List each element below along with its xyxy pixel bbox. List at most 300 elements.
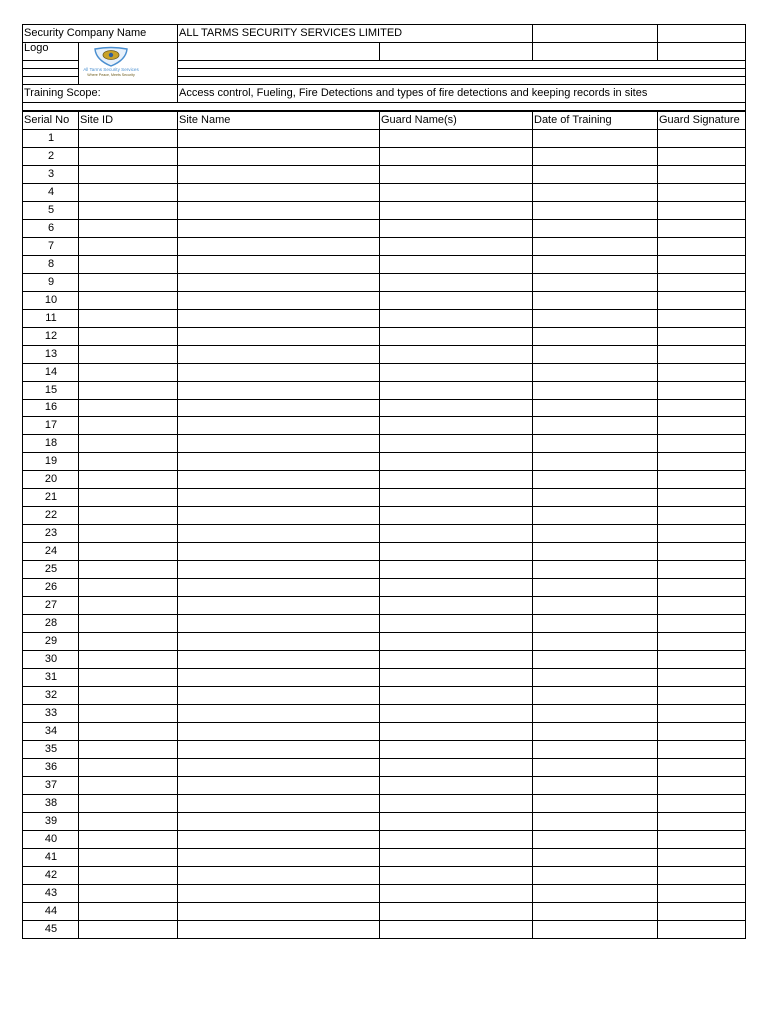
serial-cell: 8 bbox=[23, 255, 79, 273]
serial-cell: 34 bbox=[23, 722, 79, 740]
guard-names-cell[interactable] bbox=[380, 471, 533, 489]
signature-cell[interactable] bbox=[658, 273, 746, 291]
signature-cell[interactable] bbox=[658, 597, 746, 615]
signature-cell[interactable] bbox=[658, 453, 746, 471]
serial-cell: 39 bbox=[23, 812, 79, 830]
table-row bbox=[23, 687, 746, 705]
signature-cell[interactable] bbox=[658, 722, 746, 740]
training-register-sheet bbox=[22, 24, 745, 939]
site-id-cell[interactable] bbox=[79, 633, 178, 651]
date-cell[interactable] bbox=[533, 848, 658, 866]
site-name-cell[interactable] bbox=[178, 830, 380, 848]
guard-names-cell[interactable] bbox=[380, 417, 533, 435]
serial-cell: 12 bbox=[23, 327, 79, 345]
guard-names-cell[interactable] bbox=[380, 363, 533, 381]
date-cell[interactable] bbox=[533, 740, 658, 758]
col-site-id-header: Site ID bbox=[79, 112, 178, 130]
company-label: Security Company Name bbox=[23, 25, 178, 43]
guard-names-cell[interactable] bbox=[380, 435, 533, 453]
date-cell[interactable] bbox=[533, 758, 658, 776]
signature-cell[interactable] bbox=[658, 669, 746, 687]
date-cell[interactable] bbox=[533, 830, 658, 848]
table-row bbox=[23, 435, 746, 453]
serial-cell: 15 bbox=[23, 381, 79, 399]
site-name-cell[interactable] bbox=[178, 363, 380, 381]
site-name-cell[interactable] bbox=[178, 327, 380, 345]
header-cell bbox=[658, 43, 746, 61]
date-cell[interactable] bbox=[533, 507, 658, 525]
guard-names-cell[interactable] bbox=[380, 327, 533, 345]
guard-names-cell[interactable] bbox=[380, 651, 533, 669]
signature-cell[interactable] bbox=[658, 435, 746, 453]
header-cell bbox=[533, 43, 658, 61]
site-name-cell[interactable] bbox=[178, 435, 380, 453]
guard-names-cell[interactable] bbox=[380, 255, 533, 273]
serial-cell: 14 bbox=[23, 363, 79, 381]
date-cell[interactable] bbox=[533, 776, 658, 794]
signature-cell[interactable] bbox=[658, 812, 746, 830]
site-id-cell[interactable] bbox=[79, 722, 178, 740]
date-cell[interactable] bbox=[533, 597, 658, 615]
date-cell[interactable] bbox=[533, 884, 658, 902]
site-id-cell[interactable] bbox=[79, 201, 178, 219]
guard-names-cell[interactable] bbox=[380, 615, 533, 633]
signature-cell[interactable] bbox=[658, 687, 746, 705]
serial-cell: 23 bbox=[23, 525, 79, 543]
serial-cell: 16 bbox=[23, 399, 79, 417]
table-row bbox=[23, 327, 746, 345]
signature-cell[interactable] bbox=[658, 776, 746, 794]
signature-cell[interactable] bbox=[658, 561, 746, 579]
site-id-cell[interactable] bbox=[79, 758, 178, 776]
site-id-cell[interactable] bbox=[79, 345, 178, 363]
site-id-cell[interactable] bbox=[79, 327, 178, 345]
header-cell bbox=[178, 69, 746, 77]
table-row bbox=[23, 309, 746, 327]
site-name-cell[interactable] bbox=[178, 219, 380, 237]
guard-names-cell[interactable] bbox=[380, 507, 533, 525]
date-cell[interactable] bbox=[533, 435, 658, 453]
column-header-row bbox=[23, 112, 746, 130]
site-id-cell[interactable] bbox=[79, 561, 178, 579]
site-id-cell[interactable] bbox=[79, 507, 178, 525]
table-row bbox=[23, 291, 746, 309]
site-name-cell[interactable] bbox=[178, 345, 380, 363]
signature-cell[interactable] bbox=[658, 183, 746, 201]
serial-cell: 41 bbox=[23, 848, 79, 866]
serial-cell: 4 bbox=[23, 183, 79, 201]
col-serial-header: Serial No bbox=[23, 112, 79, 130]
date-cell[interactable] bbox=[533, 866, 658, 884]
col-guard-names-header: Guard Name(s) bbox=[380, 112, 533, 130]
signature-cell[interactable] bbox=[658, 543, 746, 561]
serial-cell: 44 bbox=[23, 902, 79, 920]
date-cell[interactable] bbox=[533, 165, 658, 183]
signature-cell[interactable] bbox=[658, 830, 746, 848]
table-row bbox=[23, 776, 746, 794]
site-id-cell[interactable] bbox=[79, 794, 178, 812]
guard-names-cell[interactable] bbox=[380, 687, 533, 705]
site-name-cell[interactable] bbox=[178, 543, 380, 561]
site-name-cell[interactable] bbox=[178, 812, 380, 830]
table-row bbox=[23, 758, 746, 776]
table-row bbox=[23, 147, 746, 165]
date-cell[interactable] bbox=[533, 920, 658, 938]
guard-names-cell[interactable] bbox=[380, 381, 533, 399]
site-id-cell[interactable] bbox=[79, 651, 178, 669]
site-id-cell[interactable] bbox=[79, 381, 178, 399]
serial-cell: 20 bbox=[23, 471, 79, 489]
site-name-cell[interactable] bbox=[178, 183, 380, 201]
site-name-cell[interactable] bbox=[178, 381, 380, 399]
guard-names-cell[interactable] bbox=[380, 399, 533, 417]
signature-cell[interactable] bbox=[658, 147, 746, 165]
site-name-cell[interactable] bbox=[178, 309, 380, 327]
serial-cell: 18 bbox=[23, 435, 79, 453]
guard-names-cell[interactable] bbox=[380, 309, 533, 327]
site-id-cell[interactable] bbox=[79, 615, 178, 633]
guard-names-cell[interactable] bbox=[380, 794, 533, 812]
site-id-cell[interactable] bbox=[79, 848, 178, 866]
site-id-cell[interactable] bbox=[79, 776, 178, 794]
serial-cell: 21 bbox=[23, 489, 79, 507]
logo-label: Logo bbox=[23, 43, 79, 61]
guard-names-cell[interactable] bbox=[380, 201, 533, 219]
serial-cell: 35 bbox=[23, 740, 79, 758]
date-cell[interactable] bbox=[533, 255, 658, 273]
site-name-cell[interactable] bbox=[178, 597, 380, 615]
signature-cell[interactable] bbox=[658, 237, 746, 255]
date-cell[interactable] bbox=[533, 579, 658, 597]
guard-names-cell[interactable] bbox=[380, 776, 533, 794]
site-name-cell[interactable] bbox=[178, 884, 380, 902]
date-cell[interactable] bbox=[533, 902, 658, 920]
guard-names-cell[interactable] bbox=[380, 812, 533, 830]
signature-cell[interactable] bbox=[658, 902, 746, 920]
signature-cell[interactable] bbox=[658, 417, 746, 435]
guard-names-cell[interactable] bbox=[380, 561, 533, 579]
site-id-cell[interactable] bbox=[79, 309, 178, 327]
table-row bbox=[23, 902, 746, 920]
date-cell[interactable] bbox=[533, 615, 658, 633]
guard-names-cell[interactable] bbox=[380, 597, 533, 615]
date-cell[interactable] bbox=[533, 561, 658, 579]
guard-names-cell[interactable] bbox=[380, 866, 533, 884]
site-name-cell[interactable] bbox=[178, 669, 380, 687]
serial-cell: 45 bbox=[23, 920, 79, 938]
date-cell[interactable] bbox=[533, 237, 658, 255]
site-id-cell[interactable] bbox=[79, 453, 178, 471]
date-cell[interactable] bbox=[533, 704, 658, 722]
site-name-cell[interactable] bbox=[178, 147, 380, 165]
guard-names-cell[interactable] bbox=[380, 525, 533, 543]
date-cell[interactable] bbox=[533, 399, 658, 417]
table-row bbox=[23, 273, 746, 291]
guard-names-cell[interactable] bbox=[380, 884, 533, 902]
signature-cell[interactable] bbox=[658, 848, 746, 866]
site-name-cell[interactable] bbox=[178, 417, 380, 435]
guard-names-cell[interactable] bbox=[380, 633, 533, 651]
site-name-cell[interactable] bbox=[178, 866, 380, 884]
site-name-cell[interactable] bbox=[178, 687, 380, 705]
site-id-cell[interactable] bbox=[79, 471, 178, 489]
site-id-cell[interactable] bbox=[79, 597, 178, 615]
site-id-cell[interactable] bbox=[79, 830, 178, 848]
site-id-cell[interactable] bbox=[79, 489, 178, 507]
header-cell bbox=[178, 61, 746, 69]
guard-names-cell[interactable] bbox=[380, 722, 533, 740]
site-name-cell[interactable] bbox=[178, 579, 380, 597]
scope-label: Training Scope: bbox=[23, 85, 178, 103]
guard-names-cell[interactable] bbox=[380, 902, 533, 920]
signature-cell[interactable] bbox=[658, 219, 746, 237]
date-cell[interactable] bbox=[533, 687, 658, 705]
serial-cell: 9 bbox=[23, 273, 79, 291]
site-name-cell[interactable] bbox=[178, 902, 380, 920]
site-id-cell[interactable] bbox=[79, 291, 178, 309]
signature-cell[interactable] bbox=[658, 291, 746, 309]
guard-names-cell[interactable] bbox=[380, 165, 533, 183]
serial-cell: 2 bbox=[23, 147, 79, 165]
signature-cell[interactable] bbox=[658, 866, 746, 884]
table-row bbox=[23, 669, 746, 687]
serial-cell: 36 bbox=[23, 758, 79, 776]
date-cell[interactable] bbox=[533, 219, 658, 237]
table-row bbox=[23, 615, 746, 633]
date-cell[interactable] bbox=[533, 669, 658, 687]
site-id-cell[interactable] bbox=[79, 543, 178, 561]
guard-names-cell[interactable] bbox=[380, 758, 533, 776]
site-id-cell[interactable] bbox=[79, 147, 178, 165]
site-id-cell[interactable] bbox=[79, 399, 178, 417]
date-cell[interactable] bbox=[533, 651, 658, 669]
serial-cell: 24 bbox=[23, 543, 79, 561]
date-cell[interactable] bbox=[533, 381, 658, 399]
site-name-cell[interactable] bbox=[178, 740, 380, 758]
table-row bbox=[23, 453, 746, 471]
site-name-cell[interactable] bbox=[178, 615, 380, 633]
site-id-cell[interactable] bbox=[79, 920, 178, 938]
table-row bbox=[23, 399, 746, 417]
serial-cell: 37 bbox=[23, 776, 79, 794]
site-name-cell[interactable] bbox=[178, 489, 380, 507]
guard-names-cell[interactable] bbox=[380, 237, 533, 255]
company-value: ALL TARMS SECURITY SERVICES LIMITED bbox=[178, 25, 533, 43]
guard-names-cell[interactable] bbox=[380, 147, 533, 165]
logo-tagline: Where Peace, Meets Security bbox=[87, 73, 135, 77]
date-cell[interactable] bbox=[533, 489, 658, 507]
site-id-cell[interactable] bbox=[79, 165, 178, 183]
serial-cell: 25 bbox=[23, 561, 79, 579]
table-row bbox=[23, 812, 746, 830]
site-name-cell[interactable] bbox=[178, 291, 380, 309]
table-row bbox=[23, 471, 746, 489]
serial-cell: 38 bbox=[23, 794, 79, 812]
site-name-cell[interactable] bbox=[178, 273, 380, 291]
site-name-cell[interactable] bbox=[178, 758, 380, 776]
site-id-cell[interactable] bbox=[79, 669, 178, 687]
signature-cell[interactable] bbox=[658, 255, 746, 273]
site-name-cell[interactable] bbox=[178, 561, 380, 579]
site-id-cell[interactable] bbox=[79, 812, 178, 830]
site-id-cell[interactable] bbox=[79, 273, 178, 291]
guard-names-cell[interactable] bbox=[380, 830, 533, 848]
header-cell bbox=[658, 25, 746, 43]
signature-cell[interactable] bbox=[658, 579, 746, 597]
signature-cell[interactable] bbox=[658, 507, 746, 525]
site-name-cell[interactable] bbox=[178, 776, 380, 794]
serial-cell: 13 bbox=[23, 345, 79, 363]
date-cell[interactable] bbox=[533, 309, 658, 327]
site-id-cell[interactable] bbox=[79, 740, 178, 758]
site-name-cell[interactable] bbox=[178, 237, 380, 255]
site-id-cell[interactable] bbox=[79, 884, 178, 902]
guard-names-cell[interactable] bbox=[380, 453, 533, 471]
date-cell[interactable] bbox=[533, 201, 658, 219]
signature-cell[interactable] bbox=[658, 651, 746, 669]
site-id-cell[interactable] bbox=[79, 237, 178, 255]
date-cell[interactable] bbox=[533, 291, 658, 309]
site-name-cell[interactable] bbox=[178, 453, 380, 471]
guard-names-cell[interactable] bbox=[380, 273, 533, 291]
site-id-cell[interactable] bbox=[79, 435, 178, 453]
date-cell[interactable] bbox=[533, 273, 658, 291]
site-id-cell[interactable] bbox=[79, 579, 178, 597]
signature-cell[interactable] bbox=[658, 920, 746, 938]
serial-cell: 42 bbox=[23, 866, 79, 884]
site-id-cell[interactable] bbox=[79, 255, 178, 273]
guard-names-cell[interactable] bbox=[380, 740, 533, 758]
signature-cell[interactable] bbox=[658, 633, 746, 651]
site-id-cell[interactable] bbox=[79, 687, 178, 705]
table-row bbox=[23, 219, 746, 237]
guard-names-cell[interactable] bbox=[380, 345, 533, 363]
guard-names-cell[interactable] bbox=[380, 183, 533, 201]
table-row bbox=[23, 381, 746, 399]
signature-cell[interactable] bbox=[658, 309, 746, 327]
site-name-cell[interactable] bbox=[178, 848, 380, 866]
table-row bbox=[23, 183, 746, 201]
date-cell[interactable] bbox=[533, 794, 658, 812]
signature-cell[interactable] bbox=[658, 704, 746, 722]
site-id-cell[interactable] bbox=[79, 417, 178, 435]
site-name-cell[interactable] bbox=[178, 165, 380, 183]
date-cell[interactable] bbox=[533, 722, 658, 740]
guard-names-cell[interactable] bbox=[380, 848, 533, 866]
site-name-cell[interactable] bbox=[178, 471, 380, 489]
site-id-cell[interactable] bbox=[79, 363, 178, 381]
signature-cell[interactable] bbox=[658, 381, 746, 399]
guard-names-cell[interactable] bbox=[380, 704, 533, 722]
signature-cell[interactable] bbox=[658, 794, 746, 812]
signature-cell[interactable] bbox=[658, 327, 746, 345]
spacer-row bbox=[23, 103, 746, 111]
site-id-cell[interactable] bbox=[79, 219, 178, 237]
guard-names-cell[interactable] bbox=[380, 920, 533, 938]
signature-cell[interactable] bbox=[658, 489, 746, 507]
date-cell[interactable] bbox=[533, 129, 658, 147]
serial-cell: 5 bbox=[23, 201, 79, 219]
site-id-cell[interactable] bbox=[79, 129, 178, 147]
date-cell[interactable] bbox=[533, 183, 658, 201]
guard-names-cell[interactable] bbox=[380, 543, 533, 561]
table-row bbox=[23, 255, 746, 273]
signature-cell[interactable] bbox=[658, 345, 746, 363]
guard-names-cell[interactable] bbox=[380, 489, 533, 507]
col-date-header: Date of Training bbox=[533, 112, 658, 130]
signature-cell[interactable] bbox=[658, 129, 746, 147]
serial-cell: 33 bbox=[23, 704, 79, 722]
guard-names-cell[interactable] bbox=[380, 219, 533, 237]
date-cell[interactable] bbox=[533, 147, 658, 165]
site-name-cell[interactable] bbox=[178, 201, 380, 219]
site-name-cell[interactable] bbox=[178, 399, 380, 417]
signature-cell[interactable] bbox=[658, 363, 746, 381]
signature-cell[interactable] bbox=[658, 399, 746, 417]
site-name-cell[interactable] bbox=[178, 507, 380, 525]
site-id-cell[interactable] bbox=[79, 183, 178, 201]
signature-cell[interactable] bbox=[658, 884, 746, 902]
signature-cell[interactable] bbox=[658, 615, 746, 633]
site-name-cell[interactable] bbox=[178, 525, 380, 543]
col-signature-header: Guard Signature bbox=[658, 112, 746, 130]
scope-value: Access control, Fueling, Fire Detections and types of fire detections and keeping records in sites bbox=[178, 85, 746, 103]
site-name-cell[interactable] bbox=[178, 794, 380, 812]
date-cell[interactable] bbox=[533, 363, 658, 381]
guard-names-cell[interactable] bbox=[380, 579, 533, 597]
site-name-cell[interactable] bbox=[178, 129, 380, 147]
site-name-cell[interactable] bbox=[178, 255, 380, 273]
site-id-cell[interactable] bbox=[79, 525, 178, 543]
site-id-cell[interactable] bbox=[79, 902, 178, 920]
site-name-cell[interactable] bbox=[178, 920, 380, 938]
date-cell[interactable] bbox=[533, 633, 658, 651]
signature-cell[interactable] bbox=[658, 740, 746, 758]
signature-cell[interactable] bbox=[658, 525, 746, 543]
date-cell[interactable] bbox=[533, 525, 658, 543]
date-cell[interactable] bbox=[533, 345, 658, 363]
serial-cell: 11 bbox=[23, 309, 79, 327]
signature-cell[interactable] bbox=[658, 758, 746, 776]
signature-cell[interactable] bbox=[658, 165, 746, 183]
date-cell[interactable] bbox=[533, 417, 658, 435]
site-name-cell[interactable] bbox=[178, 722, 380, 740]
site-id-cell[interactable] bbox=[79, 704, 178, 722]
serial-cell: 10 bbox=[23, 291, 79, 309]
table-row bbox=[23, 201, 746, 219]
serial-cell: 22 bbox=[23, 507, 79, 525]
table-row bbox=[23, 561, 746, 579]
guard-names-cell[interactable] bbox=[380, 129, 533, 147]
site-name-cell[interactable] bbox=[178, 651, 380, 669]
date-cell[interactable] bbox=[533, 327, 658, 345]
site-name-cell[interactable] bbox=[178, 704, 380, 722]
date-cell[interactable] bbox=[533, 812, 658, 830]
date-cell[interactable] bbox=[533, 453, 658, 471]
site-name-cell[interactable] bbox=[178, 633, 380, 651]
table-row bbox=[23, 507, 746, 525]
guard-names-cell[interactable] bbox=[380, 291, 533, 309]
table-row bbox=[23, 129, 746, 147]
guard-names-cell[interactable] bbox=[380, 669, 533, 687]
table-row bbox=[23, 525, 746, 543]
site-id-cell[interactable] bbox=[79, 866, 178, 884]
table-row bbox=[23, 345, 746, 363]
date-cell[interactable] bbox=[533, 471, 658, 489]
signature-cell[interactable] bbox=[658, 471, 746, 489]
signature-cell[interactable] bbox=[658, 201, 746, 219]
date-cell[interactable] bbox=[533, 543, 658, 561]
